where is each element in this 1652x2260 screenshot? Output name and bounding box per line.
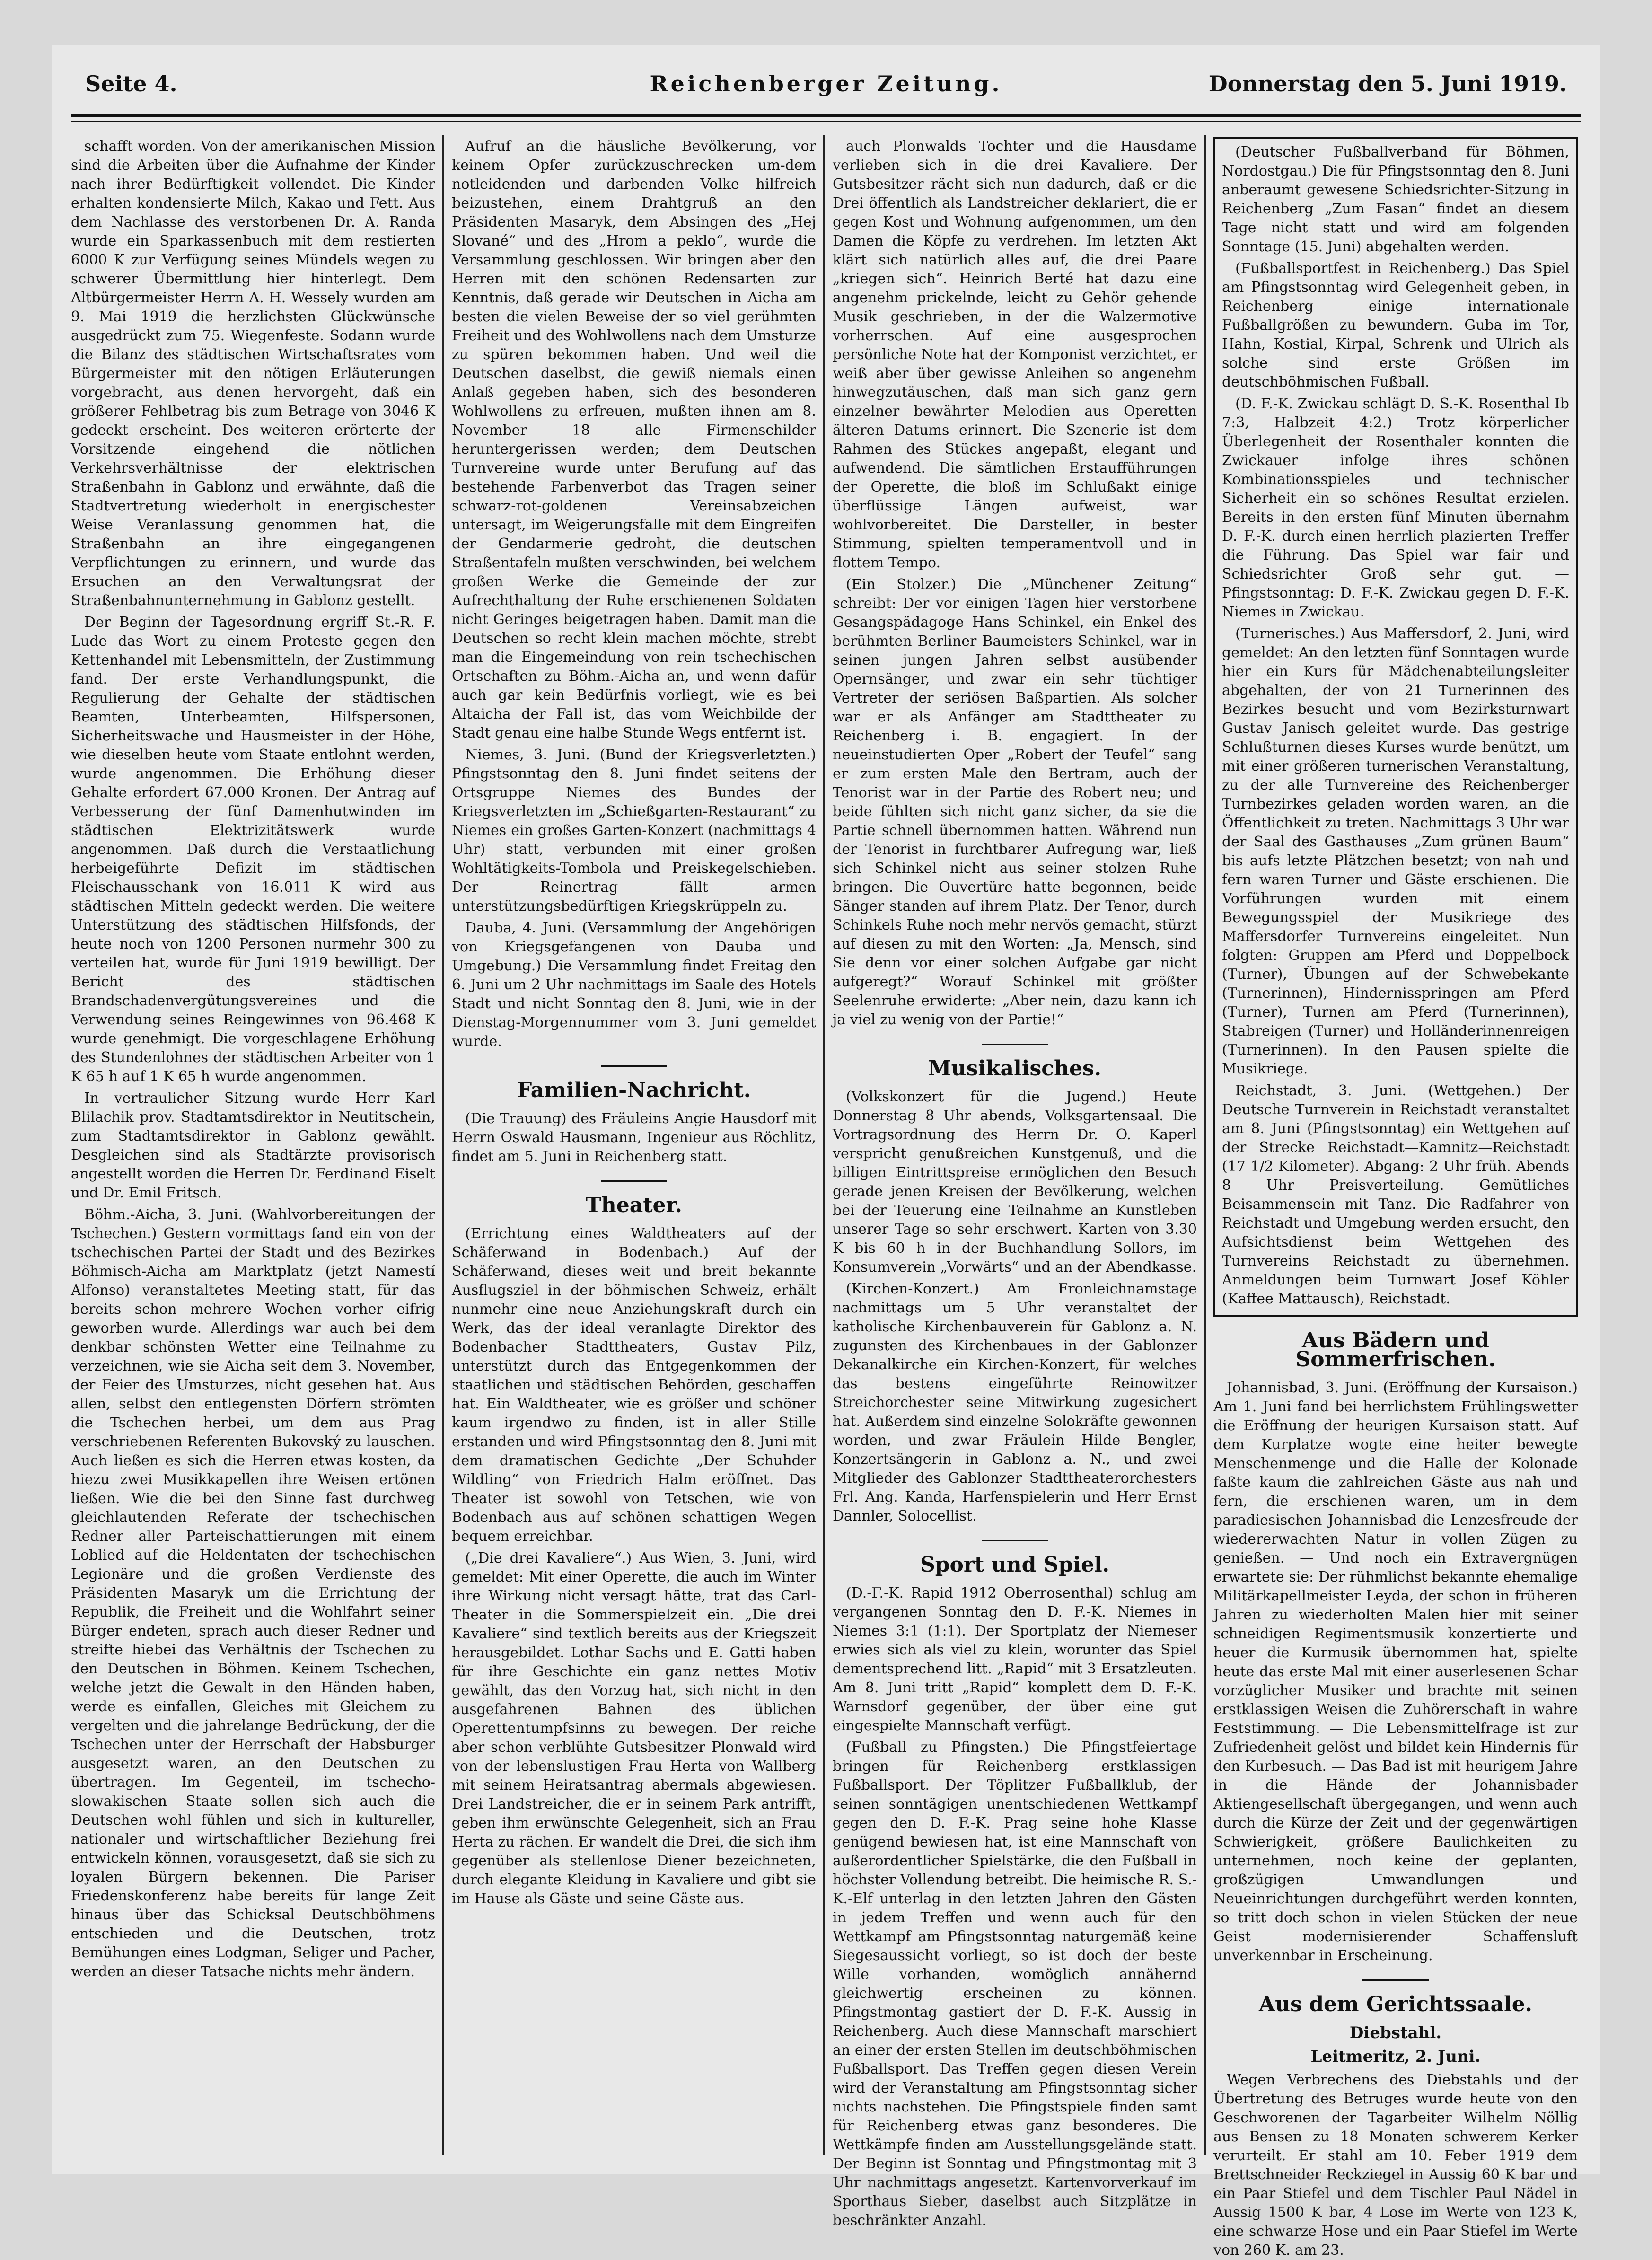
article-paragraph: (Volkskonzert für die Jugend.) Heute Donnerstag 8 Uhr abends, Volksgartensaal. Die Vortragsordnung des Herrn Dr. O. Kaperl verspricht genußreichen Kunstgenuß, und die billigen Eintrittspreise ermöglichen den Besuch gerade jenen Kreisen der Bevölkerung, welchen bei der Teuerung eine Teilnahme an Kunstleben unserer Tage so sehr erschwert. Karten von 3.30 K bis 60 h in der Buchhandlung Sollors, im Konsumverein „Vorwärts“ und an der Abendkasse. [833,1089,1197,1275]
article-paragraph: (Deutscher Fußballverband für Böhmen, Nordostgau.) Die für Pfingstsonntag den 8. Juni anberaumt gewesene Schiedsrichter-Sitzung in Reichenberg „Zum Fasan“ findet an diesem Tage nicht statt und wird am folgenden Sonntage (15. Juni) abgehalten werden. [1222,144,1569,255]
section-heading: Sport und Spiel. [920,1553,1110,1577]
article-paragraph: Böhm.-Aicha, 3. Juni. (Wahlvorbereitungen der Tschechen.) Gestern vormittags fand ein von der tschechischen Partei der Stadt und des Bezirkes Böhmisch-Aicha am Marktplatz (jetzt Namestí Alfonso) veranstaltetes Meeting statt, für das bereits schon mehrere Wochen vorher eifrig geworben wurde. Allerdings war auch bei dem denkbar schönsten Wetter eine Teilnahme zu verzeichnen, wie sie Aicha seit dem 3. November, der Feier des Umsturzes, nicht gesehen hat. Aus allen, selbst den entlegensten Dörfern strömten die Tschechen herbei, um dem aus Prag verschriebenen Referenten Bukovský zu lauschen. Auch ließen es sich die Herren etwas kosten, da hiezu zwei Musikkapellen ihre Weisen ertönen ließen. Wie die bei den Sinne fast durchweg gleichlautenden Referate der tschechischen Redner aller Parteischattierungen mit einem Loblied auf die Heldentaten der tschechischen Legionäre und die großen Verdienste des Präsidenten Masaryk um die Errichtung der Republik, die Freiheit und die Wohlfahrt seiner Bürger endeten, sprach auch dieser Redner und streifte hiebei das Verhältnis der Tschechen zu den Deutschen in Böhmen. Keinem Tschechen, welche jetzt die Gewalt in den Händen haben, werde es einfallen, Gleiches mit Gleichem zu vergelten und die jahrelange Bedrückung, der die Tschechen unter der Herrschaft der Habsburger ausgesetzt waren, an den Deutschen zu übertragen. Im Gegenteil, im tschecho-slowakischen Staate sollen sich auch die Deutschen wohl fühlen und sich in kultureller, nationaler und wirtschaftlicher Beziehung frei entwickeln können, vorausgesetzt, daß sie sich zu loyalen Bürgern bekennen. Die Pariser Friedenskonferenz habe bereits für lange Zeit hinaus über das Schicksal Deutschböhmens entschieden und die Deutschen, trotz Bemühungen eines Lodgman, Seliger und Pacher, werden an dieser Tatsache nichts mehr ändern. [71,1206,435,1980]
article-paragraph: auch Plonwalds Tochter und die Hausdame verlieben sich in die drei Kavaliere. Der Gutsbesitzer rächt sich nun dadurch, daß er die Drei öffentlich als Landstreicher deklariert, die er gegen Kost und Wohnung aufgenommen, um den Damen die Köpfe zu verdrehen. Im letzten Akt klärt sich natürlich alles auf, die drei Paare „kriegen sich“. Heinrich Berté hat dazu eine angenehm prickelnde, leicht zu Gehör gehende Musik geschrieben, in der die Walzermotive vorherrschen. Auf eine ausgesprochen persönliche Note hat der Komponist verzichtet, er weiß aber über gewisse Anleihen so angenehm hinwegzutäuschen, daß man sich ganz gern einzelner bewährter Melodien aus Operetten älteren Datums erinnert. Die Szenerie ist dem Rahmen des Stückes angepaßt, elegant und aufwendend. Die sämtlichen Erstaufführungen der Operette, die bloß im Schlußakt einige überflüssige Längen aufweist, war wohlvorbereitet. Die Darsteller, in bester Stimmung, spielten temperamentvoll und in flottem Tempo. [833,138,1197,571]
section-separator [982,1044,1048,1045]
article-paragraph: („Die drei Kavaliere“.) Aus Wien, 3. Juni, wird gemeldet: Mit einer Operette, die auch im Winter ihre Wirkung nicht versagt hätte, trat das Carl-Theater in die Sommerspielzeit ein. „Die drei Kavaliere“ sind textlich bereits aus der Kriegszeit herausgebildet. Lothar Sachs und E. Gatti haben für ihre Geschichte ein ganz nettes Motiv gewählt, das den Vorzug hat, sich nicht in den ausgefahrenen Bahnen des üblichen Operettentumpfsinns zu bewegen. Der reiche aber schon verblühte Gutsbesitzer Plonwald wird von der lebenslustigen Frau Herta von Wallberg mit seinem Heiratsantrag abermals abgewiesen. Drei Landstreicher, die er in seinem Park antrifft, geben ihm erwünschte Gelegenheit, sich an Frau Herta zu rächen. Er wandelt die Drei, die sich ihm gegenüber als stellenlose Diener bezeichneten, durch elegante Kleidung in Kavaliere und gibt sie im Hause als Gäste und seine Gäste aus. [452,1550,816,1907]
section-heading: Theater. [585,1193,682,1217]
column-1 [71,137,435,2153]
column-4 [1213,137,1578,2259]
article-paragraph: Der Beginn der Tagesordnung ergriff St.-R. F. Lude das Wort zu einem Proteste gegen den Kettenhandel mit Lebensmitteln, der Zustimmung fand. Der erste Verhandlungspunkt, die Regulierung der Gehalte der städtischen Beamten, Unterbeamten, Hilfspersonen, Sicherheitswache und Hausmeister in der Höhe, wie dieselben heute vom Staate entlohnt werden, wurde angenommen. Die Erhöhung dieser Gehalte erfordert 67.000 Kronen. Der Antrag auf Verbesserung der fünf Damenhutwinden im städtischen Elektrizitätswerk wurde angenommen. Daß durch die Verstaatlichung herbeigeführte Defizit im städtischen Fleischausschank von 16.011 K wird aus städtischen Mitteln gedeckt werden. Die weitere Unterstützung des städtischen Hilfsfonds, der heute noch von 1200 Personen nurmehr 300 zu verteilen hat, wurde für Juni 1919 bewilligt. Der Bericht des städtischen Brandschadenvergütungsvereines und die Verwendung seines Reingewinnes von 96.468 K wurde genehmigt. Die vorgeschlagene Erhöhung des Stundenlohnes der städtischen Arbeiter von 1 K 65 h auf 1 K 65 h wurde angenommen. [71,614,435,1085]
newspaper-title: Reichenberger Zeitung. [650,71,1002,97]
page-number: Seite 4. [85,71,177,97]
column-divider [823,135,825,2155]
masthead [85,71,1567,111]
article-paragraph: Reichstadt, 3. Juni. (Wettgehen.) Der Deutsche Turnverein in Reichstadt veranstaltet am 8. Juni (Pfingstsonntag) ein Wettgehen auf der Strecke Reichstadt—Kamnitz—Reichstadt (17 1/2 Kilometer). Abgang: 2 Uhr früh. Abends 8 Uhr Preisverteilung. Gemütliches Beisammensein mit Tanz. Die Radfahrer von Reichstadt und Umgebung werden ersucht, den Aufsichtsdienst beim Wettgehen des Turnvereins Reichstadt zu übernehmen. Anmeldungen beim Turnwart Josef Köhler (Kaffee Mattausch), Reichstadt. [1222,1082,1569,1307]
section-heading: Aus dem Gerichtssaale. [1258,1992,1532,2016]
section-heading: Musikalisches. [928,1056,1102,1081]
issue-date: Donnerstag den 5. Juni 1919. [1208,71,1567,97]
article-subheading: Diebstahl. [1349,2023,1442,2042]
article-paragraph: (Errichtung eines Waldtheaters auf der Schäferwand in Bodenbach.) Auf der Schäferwand, dieses weit und breit bekannte Ausflugsziel in der böhmischen Schweiz, erhält nunmehr eine neue Anziehungskraft durch ein Werk, das der ideal veranlagte Direktor des Bodenbacher Stadttheaters, Gustav Pilz, unterstützt durch das Entgegenkommen der staatlichen und städtischen Behörden, geschaffen hat. Ein Waldtheater, wie es größer und schöner kaum irgendwo zu finden, ist in aller Stille erstanden und wird Pfingstsonntag den 8. Juni mit dem dramatischen Gedichte „Der Schuhder Wildling“ von Friedrich Halm eröffnet. Das Theater ist sowohl von Tetschen, wie von Bodenbach aus auf schönen schattigen Wegen bequem erreichbar. [452,1225,816,1545]
article-paragraph: (D.-F.-K. Rapid 1912 Oberrosenthal) schlug am vergangenen Sonntag den D. F.-K. Niemes in Niemes 3:1 (1:1). Der Sportplatz der Niemeser erwies sich als viel zu klein, worunter das Spiel dementsprechend litt. „Rapid“ mit 3 Ersatzleuten. Am 8. Juni tritt „Rapid“ komplett dem D. F.-K. Warnsdorf gegenüber, der über eine gut eingespielte Mannschaft verfügt. [833,1585,1197,1734]
article-paragraph: (Kirchen-Konzert.) Am Fronleichnamstage nachmittags um 5 Uhr veranstaltet der katholische Kirchenbauverein für Gablonz a. N. zugunsten des Kirchenbaues in der Gablonzer Dekanalkirche ein Kirchen-Konzert, für welches das bestens eingeführte Reinowitzer Streichorchester seine Mitwirkung zugesichert hat. Außerdem sind einzelne Solokräfte gewonnen worden, und zwar Fräulein Hilde Bengler, Konzertsängerin in Gablonz a. N., und zwei Mitglieder des Gablonzer Stadttheaterorchesters Frl. Ang. Kanda, Harfenspielerin und Herr Ernst Dannler, Solocellist. [833,1281,1197,1524]
column-divider [442,135,444,2155]
article-paragraph: Johannisbad, 3. Juni. (Eröffnung der Kursaison.) Am 1. Juni fand bei herrlichstem Frühlingswetter die Eröffnung der heurigen Kursaison statt. Auf dem Kurplatze wogte eine heiter bewegte Menschenmenge und die Halle der Kolonade faßte kaum die zahlreichen Gäste aus nah und fern, die erschienen waren, um in dem paradiesischen Johannisbad die Lenzesfreude der wiedererwachten Natur in vollen Zügen zu genießen. — Und noch ein Extravergnügen erwartete sie: Der rühmlichst bekannte ehemalige Militärkapellmeister Leyda, der schon in früheren Jahren zu wiederholten Malen hier mit seiner schneidigen Regimentsmusik konzertierte und heuer die Kurmusik übernommen hat, spielte heute das erste Mal mit einer auserlesenen Schar vorzüglicher Musiker und brachte mit seinen erstklassigen Weisen die Zuhörerschaft in wahre Feststimmung. — Die Lebensmittelfrage ist zur Zufriedenheit gelöst und bildet kein Hindernis für den Kurbesuch. — Das Bad ist mit heurigem Jahre in die Hände der Johannisbader Aktiengesellschaft übergegangen, und wenn auch durch die Kürze der Zeit und der gegenwärtigen Schwierigkeit, größere Baulichkeiten zu unternehmen, noch keine der geplanten, großzügigen Umwandlungen und Neueinrichtungen durchgeführt werden konnten, so tritt doch schon in vielen Stücken der neue Geist modernisierender Schaffensluft unverkennbar in Erscheinung. [1213,1380,1578,1964]
article-paragraph: Aufruf an die häusliche Bevölkerung, vor keinem Opfer zurückzuschrecken um-dem notleidenden und darbenden Volke hilfreich beizustehen, einem Drahtgruß an den Präsidenten Masaryk, dem Absingen des „Hej Slované“ und des „Hrom a peklo“, wurde die Versammlung geschlossen. Wir bringen aber den Herren mit den schönen Redensarten zur Kenntnis, daß gerade wir Deutschen in Aicha am besten die vielen Beweise der so viel gerühmten Freiheit und des Wohlwollens nach dem Umsturze zu spüren bekommen haben. Und weil die Deutschen daselbst, die gewiß niemals einen Anlaß gegeben haben, sich des besonderen Wohlwollens zu erfreuen, mußten ihnen am 8. November 18 alle Firmenschilder heruntergerissen werden; dem Deutschen Turnvereine wurde unter Berufung auf das bestehende Farbenverbot das Tragen seiner schwarz-rot-goldenen Vereinsabzeichen untersagt, im Weigerungsfalle mit dem Eingreifen der Gendarmerie gedroht, die deutschen Straßentafeln mußten verschwinden, bei welchem großen Werke die Gemeinde der zur Aufrechthaltung der Ruhe erschienenen Soldaten nicht Geringes beigetragen haben. Damit man die Deutschen so recht klein machen möchte, strebt man die Eingemeindung von rein tschechischen Ortschaften zu Böhm.-Aicha an, und wenn dafür auch gar kein Bedürfnis vorliegt, wie es bei Altaicha der Fall ist, das vom Weichbilde der Stadt genau eine halbe Stunde Wegs entfernt ist. [452,138,816,741]
article-paragraph: (Die Trauung) des Fräuleins Angie Hausdorf mit Herrn Oswald Hausmann, Ingenieur aus Röchlitz, findet am 5. Juni in Reichenberg statt. [452,1110,816,1165]
article-paragraph: (Ein Stolzer.) Die „Münchener Zeitung“ schreibt: Der vor einigen Tagen hier verstorbene Gesangspädagoge Hans Schinkel, ein Enkel des berühmten Berliner Baumeisters Schinkel, war in seinen jungen Jahren selbst ausübender Opernsänger, und zwar ein sehr tüchtiger Vertreter der seriösen Baßpartien. Als solcher war er als Anfänger am Stadttheater zu Reichenberg i. B. engagiert. In der neueinstudierten Oper „Robert der Teufel“ sang er zum ersten Male den Bertram, auch der Tenorist war in der Partie des Robert neu; und beide fühlten sich nicht ganz sicher, da sie die Partie schnell übernommen hatten. Während nun der Tenorist in furchtbarer Aufregung war, ließ sich Schinkel nicht aus seiner stolzen Ruhe bringen. Die Ouvertüre hatte begonnen, beide Sänger standen auf ihrem Platz. Der Tenor, durch Schinkels Ruhe noch mehr nervös gemacht, stürzt auf diesen zu mit den Worten: „Ja, Mensch, sind Sie denn vor einer solchen Aufgabe gar nicht aufgeregt?“ Worauf Schinkel mit größter Seelenruhe erwiderte: „Aber nein, dazu kann ich ja viel zu wenig von der Partie!“ [833,576,1197,1028]
column-divider [1204,135,1206,2155]
section-separator [982,1540,1048,1541]
article-paragraph: Dauba, 4. Juni. (Versammlung der Angehörigen von Kriegsgefangenen von Dauba und Umgebung.) Die Versammlung findet Freitag den 6. Juni um 2 Uhr nachmittags im Saale des Hotels Stadt und nicht Sonntag den 8. Juni, wie in der Dienstag-Morgennummer vom 3. Juni gemeldet wurde. [452,920,816,1050]
section-separator [601,1065,667,1067]
article-paragraph: (Fußball zu Pfingsten.) Die Pfingstfeiertage bringen für Reichenberg erstklassigen Fußballsport. Der Töplitzer Fußballklub, der seinen sonntägigen unentschiedenen Wettkampf gegen den D. F.-K. Prag seine hohe Klasse genügend bewiesen hat, ist eine Mannschaft von außerordentlicher Spielstärke, die den Fußball in höchster Vollendung betreibt. Die heimische R. S.-K.-Elf unterlag in den letzten Jahren den Gästen in jedem Treffen und wenn auch für den Wettkampf am Pfingstsonntag naturgemäß keine Siegesaussicht vorliegt, so ist doch der beste Wille vorhanden, womöglich annähernd gleichwertig erscheinen zu können. Pfingstmontag gastiert der D. F.-K. Aussig in Reichenberg. Auch diese Mannschaft marschiert an einer der ersten Stellen im deutschböhmischen Fußballsport. Das Treffen gegen diesen Verein wird der Veranstaltung am Pfingstsonntag sicher nichts nachstehen. Die Pfingstspiele finden samt für Reichenberg etwas ganz besonderes. Die Wettkämpfe finden am Ausstellungsgelände statt. Der Beginn ist Sonntag und Pfingstmontag mit 3 Uhr nachmittags angesetzt. Kartenvorverkauf im Sporthaus Sieber, daselbst auch Sitzplätze in beschränkter Anzahl. [833,1739,1197,2229]
dateline: Leitmeritz, 2. Juni. [1310,2047,1481,2066]
article-paragraph: (Fußballsportfest in Reichenberg.) Das Spiel am Pfingstsonntag wird Gelegenheit geben, in Reichenberg einige internationale Fußballgrößen zu bewundern. Guba im Tor, Hahn, Kostial, Kirpal, Schrenk und Ulrich als solche sind erste Größen im deutschböhmischen Fußball. [1222,260,1569,390]
article-paragraph: Wegen Verbrechens des Diebstahls und der Übertretung des Betruges wurde heute von den Geschworenen der Tagarbeiter Wilhelm Nöllig aus Bensen zu 18 Monaten schwerem Kerker verurteilt. Er stahl am 10. Feber 1919 dem Brettschneider Reckziegel in Aussig 60 K bar und ein Paar Stiefel und dem Tischler Paul Nädel in Aussig 1500 K bar, 4 Lose im Werte von 123 K, eine schwarze Hose und ein Paar Stiefel im Werte von 260 K. am 23. [1213,2072,1578,2259]
section-heading: Familien-Nachricht. [517,1078,751,1102]
article-paragraph: schafft worden. Von der amerikanischen Mission sind die Arbeiten über die Aufnahme der Kinder nach ihrer Bedürftigkeit vollendet. Die Kinder erhalten kondensierte Milch, Kakao und Fett. Aus dem Nachlasse des verstorbenen Dr. A. Randa wurde ein Sparkassenbuch mit dem restierten 6000 K zur Verfügung seines Mündels wegen zu schwerer Übermittlung hier hinterlegt. Dem Altbürgermeister Herrn A. H. Wessely wurden am 9. Mai 1919 die herzlichsten Glückwünsche ausgedrückt zum 75. Wiegenfeste. Sodann wurde die Bilanz des städtischen Wirtschaftsrates vom Bürgermeister mit den nötigen Erläuterungen vorgebracht, aus denen hervorgeht, daß ein größerer Fehlbetrag bis zum Betrage von 3046 K gedeckt erscheint. Des weiteren erörterte der Vorsitzende eingehend die nötlichen Verkehrsverhältnisse der elektrischen Straßenbahn in Gablonz und erwähnte, daß die Stadtvertretung wiederholt in energischester Weise Veranlassung genommen hat, die Straßenbahn an ihre eingegangenen Verpflichtungen zu erinnern, und wurde das Ersuchen an den Verwaltungsrat der Straßenbahnunternehmung in Gablonz gestellt. [71,138,435,609]
newspaper-page [52,45,1600,2259]
header-rule [71,114,1581,117]
section-separator [601,1180,667,1182]
article-paragraph: (D. F.-K. Zwickau schlägt D. S.-K. Rosenthal Ib 7:3, Halbzeit 4:2.) Trotz körperlicher Überlegenheit der Rosenthaler konnten die Zwickauer infolge ihres schönen Kombinationsspieles und technischer Sicherheit ein so schönes Resultat erzielen. Bereits in den ersten fünf Minuten übernahm D. F.-K. durch einen herrlich plazierten Treffer die Führung. Das Spiel war fair und Schiedsrichter Groß sehr gut. — Pfingstsonntag: D. F.-K. Zwickau gegen D. F.-K. Niemes in Zwickau. [1222,396,1569,620]
article-paragraph: Niemes, 3. Juni. (Bund der Kriegsverletzten.) Pfingstsonntag den 8. Juni findet seitens der Ortsgruppe Niemes des Bundes der Kriegsverletzten im „Schießgarten-Restaurant“ zu Niemes ein großes Garten-Konzert (nachmittags 4 Uhr) statt, verbunden mit einer großen Wohltätigkeits-Tombola und Preiskegelschieben. Der Reinertrag fällt armen unterstützungsbedürftigen Kriegskrüppeln zu. [452,747,816,915]
article-paragraph: (Turnerisches.) Aus Maffersdorf, 2. Juni, wird gemeldet: An den letzten fünf Sonntagen wurde hier ein Kurs für Mädchenabteilungsleiter abgehalten, der von 21 Turnerinnen des Bezirkes besucht und vom Bezirksturnwart Gustav Janisch geleitet wurde. Das gestrige Schlußturnen dieses Kurses wurde benützt, um mit einer größeren turnerischen Veranstaltung, zu der alle Turnvereine des Reichenberger Turnbezirkes geladen worden waren, an die Öffentlichkeit zu treten. Nachmittags 3 Uhr war der Saal des Gasthauses „Zum grünen Baum“ bis aufs letzte Plätzchen besetzt; von nah und fern waren Turner und Gäste erschienen. Die Vorführungen wurden mit einem Bewegungsspiel der Musikriege des Maffersdorfer Turnvereins eingeleitet. Nun folgten: Gruppen am Pferd und Doppelbock (Turner), Übungen auf der Schwebekante (Turnerinnen), Hindernisspringen am Pferd (Turner), Turnen am Pferd (Turnerinnen), Stabreigen (Turner) und Holländerinnenreigen (Turnerinnen). In den Pausen spielte die Musikriege. [1222,625,1569,1077]
section-heading: Aus Bädern und Sommerfrischen. [1295,1328,1496,1372]
boxed-notices [1213,137,1578,1317]
column-2 [452,137,816,2153]
column-3 [833,137,1197,2229]
header-rule-thin [71,121,1581,122]
article-paragraph: In vertraulicher Sitzung wurde Herr Karl Blilachik prov. Stadtamtsdirektor in Neutitschein, zum Stadtamtsdirektor in Gablonz gewählt. Desgleichen sind als Stadtärzte provisorisch angestellt worden die Herren Dr. Ferdinand Eiselt und Dr. Emil Fritsch. [71,1090,435,1201]
section-separator [1362,1979,1429,1981]
